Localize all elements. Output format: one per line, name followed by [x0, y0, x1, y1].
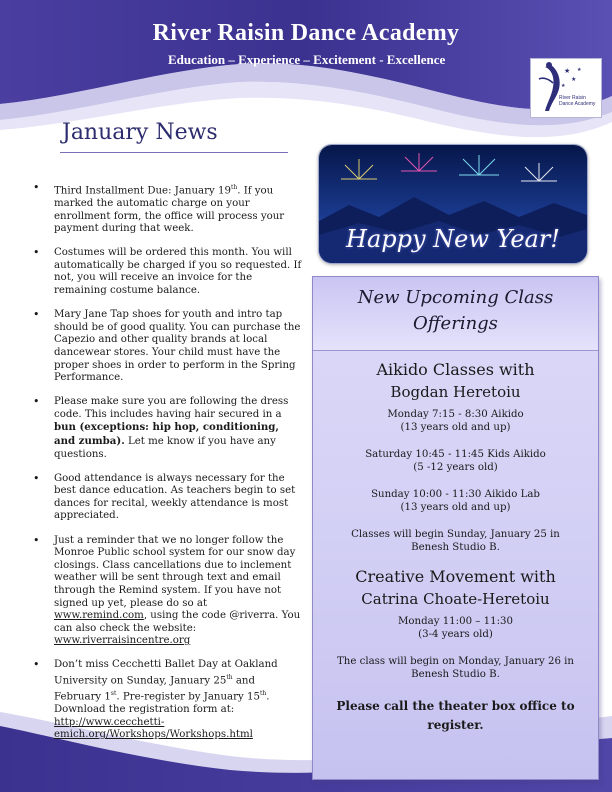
- list-item: • Mary Jane Tap shoes for youth and intro tap should be of good quality. You can purchase the Capezio and other quality brands at local dancewear stores. Your child must have the proper shoes in order to perform in the Spring Performance.: [26, 309, 302, 385]
- class-age: (13 years old and up): [400, 422, 511, 433]
- class-age: (3-4 years old): [418, 629, 493, 640]
- news-list: [26, 182, 302, 753]
- aikido-title: Aikido Classes with: [376, 360, 535, 379]
- list-item: • Good attendance is always necessary for the best dance education. As teachers begin to set dances for recital, weekly attendance is most appreciated.: [26, 473, 302, 523]
- class-offerings-panel: [312, 276, 599, 780]
- remind-link[interactable]: www.remind.com: [54, 610, 144, 622]
- class-start-note: The class will begin on Monday, January 26 in: [337, 656, 574, 667]
- class-start-note: Classes will begin Sunday, January 25 in: [351, 529, 560, 540]
- class-location: Benesh Studio B.: [411, 669, 500, 680]
- class-time: Sunday 10:00 - 11:30 Aikido Lab: [371, 489, 540, 500]
- website-link[interactable]: www.riverraisincentre.org: [54, 635, 191, 647]
- registration-form-link[interactable]: http://www.cecchetti-emich.org/Workshops/Workshops.html: [54, 716, 253, 741]
- list-item: • Please make sure you are following the dress code. This includes having hair secured in a bun (exceptions: hip hop, conditioning, and zumba). Let me know if you have any questions.: [26, 396, 302, 461]
- creative-movement-instructor: Catrina Choate-Heretoiu: [361, 590, 550, 608]
- class-time: Monday 7:15 - 8:30 Aikido: [387, 409, 524, 420]
- academy-logo: [530, 58, 602, 118]
- class-age: (5 -12 years old): [413, 462, 498, 473]
- creative-movement-title: Creative Movement with: [355, 567, 556, 586]
- panel-header: [313, 277, 598, 351]
- class-location: Benesh Studio B.: [411, 542, 500, 553]
- heading-divider: [60, 152, 288, 153]
- section-heading: January News: [62, 120, 218, 145]
- panel-heading: New Upcoming Class Offerings: [357, 287, 554, 334]
- list-item: • Costumes will be ordered this month. You will automatically be charged if you so requested. If not, you will receive an invoice for the remaining costume balance.: [26, 247, 302, 297]
- svg-text:★: ★: [577, 67, 582, 73]
- svg-text:★: ★: [571, 76, 577, 83]
- list-item: • Just a reminder that we no longer follow the Monroe Public school system for our snow day closings. Class cancellations due to inclement weather will be sent through text and email through the Remind system. If you have not signed up yet, please do so at www.remind.com, using the code @riverra. You can also check the website: www.riverraisincentre.org: [26, 535, 302, 648]
- aikido-instructor: Bogdan Heretoiu: [390, 383, 521, 401]
- newsletter-tagline: Education – Experience – Excitement - Excellence: [168, 52, 446, 67]
- svg-text:★: ★: [564, 67, 571, 75]
- list-item: • Don’t miss Cecchetti Ballet Day at Oakland University on Sunday, January 25th and February 1st. Pre-register by January 15th. Download the registration form at: http://www.cecchetti-emich.org/Workshops/Workshops.html: [26, 659, 302, 741]
- happy-new-year-banner: [318, 144, 588, 264]
- list-item: • Third Installment Due: January 19th. If you marked the automatic charge on your enrollment form, the office will process your payment during that week.: [26, 182, 302, 236]
- svg-text:★: ★: [561, 83, 566, 89]
- newsletter-title: River Raisin Dance Academy: [152, 20, 460, 46]
- class-age: (13 years old and up): [400, 502, 511, 513]
- dancer-silhouette-icon: [531, 59, 601, 117]
- register-call-to-action: Please call the theater box office to register.: [336, 699, 575, 732]
- banner-text: Happy New Year!: [346, 225, 560, 253]
- logo-text: River Raisin Dance Academy: [559, 95, 596, 107]
- class-time: Saturday 10:45 - 11:45 Kids Aikido: [365, 449, 546, 460]
- class-time: Monday 11:00 – 11:30: [397, 616, 513, 627]
